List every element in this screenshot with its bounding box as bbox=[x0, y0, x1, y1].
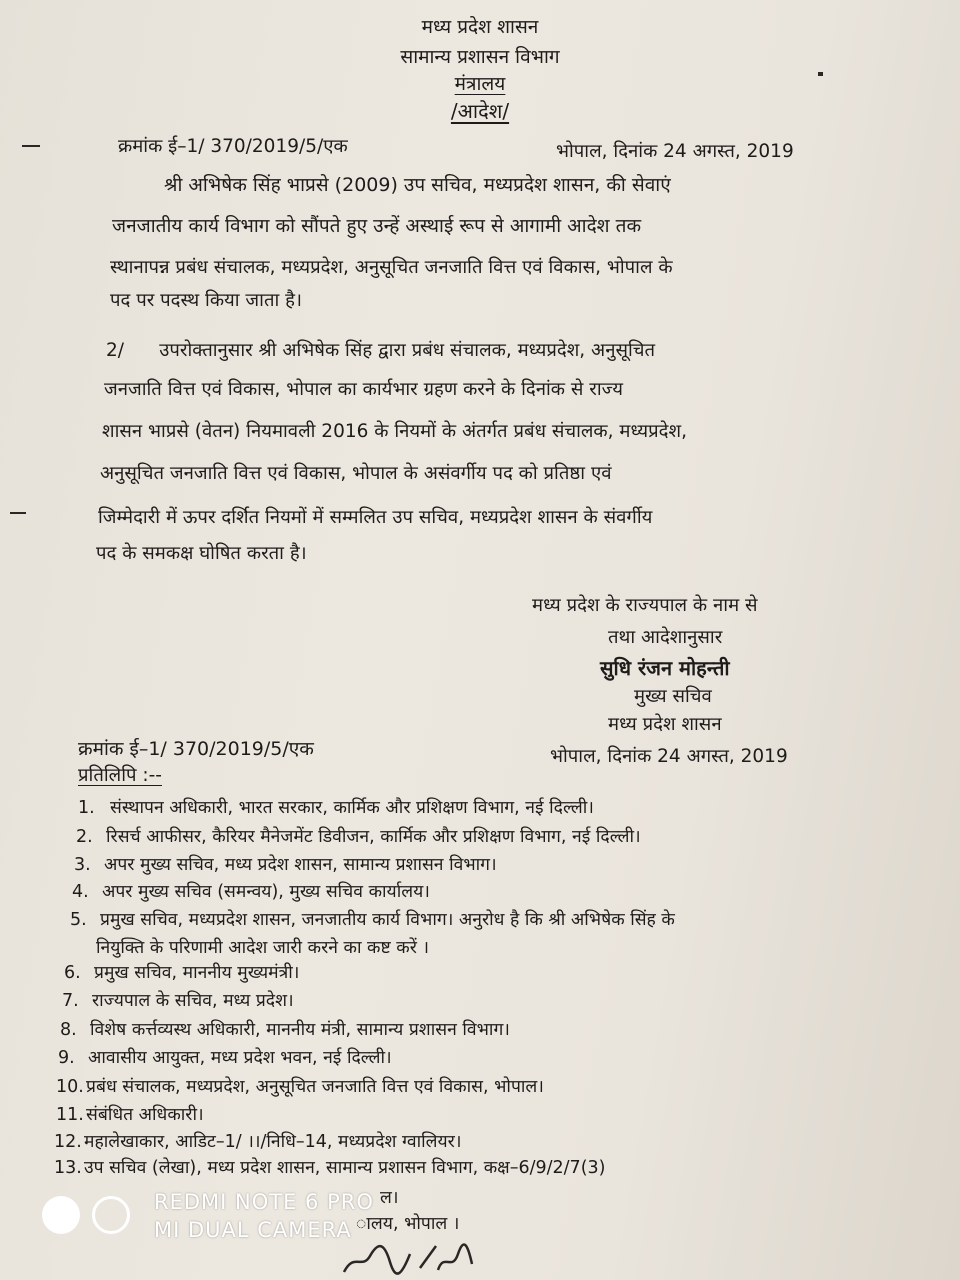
camera-ring-icon bbox=[92, 1196, 130, 1234]
list-item-number: 7. bbox=[62, 991, 79, 1011]
list-item-number: 8. bbox=[60, 1020, 77, 1040]
list-item: संस्थापन अधिकारी, भारत सरकार, कार्मिक और प्रशिक्षण विभाग, नई दिल्ली। bbox=[110, 798, 594, 818]
list-item: प्रमुख सचिव, माननीय मुख्यमंत्री। bbox=[94, 963, 300, 983]
list-item-number: 5. bbox=[70, 910, 87, 930]
list-item-number: 1. bbox=[78, 798, 95, 818]
para2-line: शासन भाप्रसे (वेतन) नियमावली 2016 के नियमों के अंतर्गत प्रबंध संचालक, मध्यप्रदेश, bbox=[102, 421, 687, 442]
para2-line: पद के समकक्ष घोषित करता है। bbox=[96, 543, 307, 564]
list-item: अपर मुख्य सचिव (समन्वय), मुख्य सचिव कार्यालय। bbox=[102, 882, 430, 902]
list-item: विशेष कर्त्तव्यस्थ अधिकारी, माननीय मंत्री, सामान्य प्रशासन विभाग। bbox=[90, 1020, 510, 1040]
list-item-partial: ल। bbox=[380, 1188, 399, 1208]
para1-line: श्री अभिषेक सिंह भाप्रसे (2009) उप सचिव, मध्यप्रदेश शासन, की सेवाएं bbox=[164, 174, 671, 196]
para2-line: जिम्मेदारी में ऊपर दर्शित नियमों में सम्मलित उप सचिव, मध्यप्रदेश शासन के संवर्गीय bbox=[98, 507, 653, 528]
watermark-camera: MI DUAL CAMERA bbox=[154, 1218, 352, 1242]
signatory-name: सुधि रंजन मोहन्ती bbox=[600, 656, 730, 680]
list-item: संबंधित अधिकारी। bbox=[86, 1105, 204, 1125]
list-item-number: 2. bbox=[76, 827, 93, 847]
signatory-office: मध्य प्रदेश शासन bbox=[608, 714, 722, 735]
list-item-number: 10. bbox=[56, 1077, 84, 1097]
list-item-partial: ालय, भोपाल । bbox=[356, 1214, 460, 1234]
margin-mark bbox=[10, 512, 26, 514]
list-item-number: 4. bbox=[72, 882, 89, 902]
para1-line: स्थानापन्न प्रबंध संचालक, मध्यप्रदेश, अनुसूचित जनजाति वित्त एवं विकास, भोपाल के bbox=[110, 257, 673, 278]
copy-reference: क्रमांक ई–1/ 370/2019/5/एक bbox=[78, 738, 314, 760]
header-department: सामान्य प्रशासन विभाग bbox=[400, 46, 560, 68]
margin-mark bbox=[818, 72, 823, 76]
signatory-designation: मुख्य सचिव bbox=[634, 686, 712, 707]
list-item: महालेखाकार, आडिट–1/ ।।/निधि–14, मध्यप्रदेश ग्वालियर। bbox=[84, 1132, 462, 1152]
list-item: अपर मुख्य सचिव, मध्य प्रदेश शासन, सामान्य प्रशासन विभाग। bbox=[104, 855, 497, 875]
list-item: आवासीय आयुक्त, मध्य प्रदेश भवन, नई दिल्ली। bbox=[88, 1048, 392, 1068]
list-item: प्रमुख सचिव, मध्यप्रदेश शासन, जनजातीय कार्य विभाग। अनुरोध है कि श्री अभिषेक सिंह के bbox=[100, 910, 675, 930]
list-item-number: 13. bbox=[54, 1158, 82, 1178]
para2-line: 2/ उपरोक्तानुसार श्री अभिषेक सिंह द्वारा प्रबंध संचालक, मध्यप्रदेश, अनुसूचित bbox=[106, 340, 656, 361]
list-item: रिसर्च आफीसर, कैरियर मैनेजमेंट डिवीजन, कार्मिक और प्रशिक्षण विभाग, नई दिल्ली। bbox=[106, 827, 641, 847]
camera-dot-icon bbox=[42, 1196, 80, 1234]
list-item-number: 6. bbox=[64, 963, 81, 983]
watermark-device: REDMI NOTE 6 PRO bbox=[154, 1190, 374, 1214]
para2-line: अनुसूचित जनजाति वित्त एवं विकास, भोपाल के असंवर्गीय पद को प्रतिष्ठा एवं bbox=[100, 463, 612, 484]
para2-line: जनजाति वित्त एवं विकास, भोपाल का कार्यभार ग्रहण करने के दिनांक से राज्य bbox=[104, 379, 623, 400]
margin-mark bbox=[22, 145, 40, 147]
list-item-number: 11. bbox=[56, 1105, 84, 1125]
header-order: /आदेश/ bbox=[450, 99, 510, 123]
list-item-continuation: नियुक्ति के परिणामी आदेश जारी करने का कष्ट करें । bbox=[96, 938, 430, 958]
header-ministry: मंत्रालय bbox=[454, 73, 506, 95]
para1-line: पद पर पदस्थ किया जाता है। bbox=[110, 290, 303, 311]
list-item: उप सचिव (लेखा), मध्य प्रदेश शासन, सामान्य प्रशासन विभाग, कक्ष–6/9/2/7(3) bbox=[84, 1158, 606, 1178]
para1-line: जनजातीय कार्य विभाग को सौंपते हुए उन्हें अस्थाई रूप से आगामी आदेश तक bbox=[112, 215, 642, 237]
order-date: भोपाल, दिनांक 24 अगस्त, 2019 bbox=[556, 141, 794, 162]
order-reference: क्रमांक ई–1/ 370/2019/5/एक bbox=[118, 136, 348, 157]
list-item: राज्यपाल के सचिव, मध्य प्रदेश। bbox=[92, 991, 294, 1011]
copy-heading: प्रतिलिपि :-- bbox=[78, 765, 162, 786]
list-item-number: 3. bbox=[74, 855, 91, 875]
copy-date: भोपाल, दिनांक 24 अगस्त, 2019 bbox=[550, 746, 788, 767]
header-government: मध्य प्रदेश शासन bbox=[421, 16, 539, 38]
list-item-number: 9. bbox=[58, 1048, 75, 1068]
camera-watermark bbox=[42, 1190, 442, 1246]
list-item: प्रबंध संचालक, मध्यप्रदेश, अनुसूचित जनजाति वित्त एवं विकास, भोपाल। bbox=[86, 1077, 544, 1097]
list-item-number: 12. bbox=[54, 1132, 82, 1152]
signature-line: तथा आदेशानुसार bbox=[608, 627, 723, 648]
signature-line: मध्य प्रदेश के राज्यपाल के नाम से bbox=[532, 595, 758, 616]
